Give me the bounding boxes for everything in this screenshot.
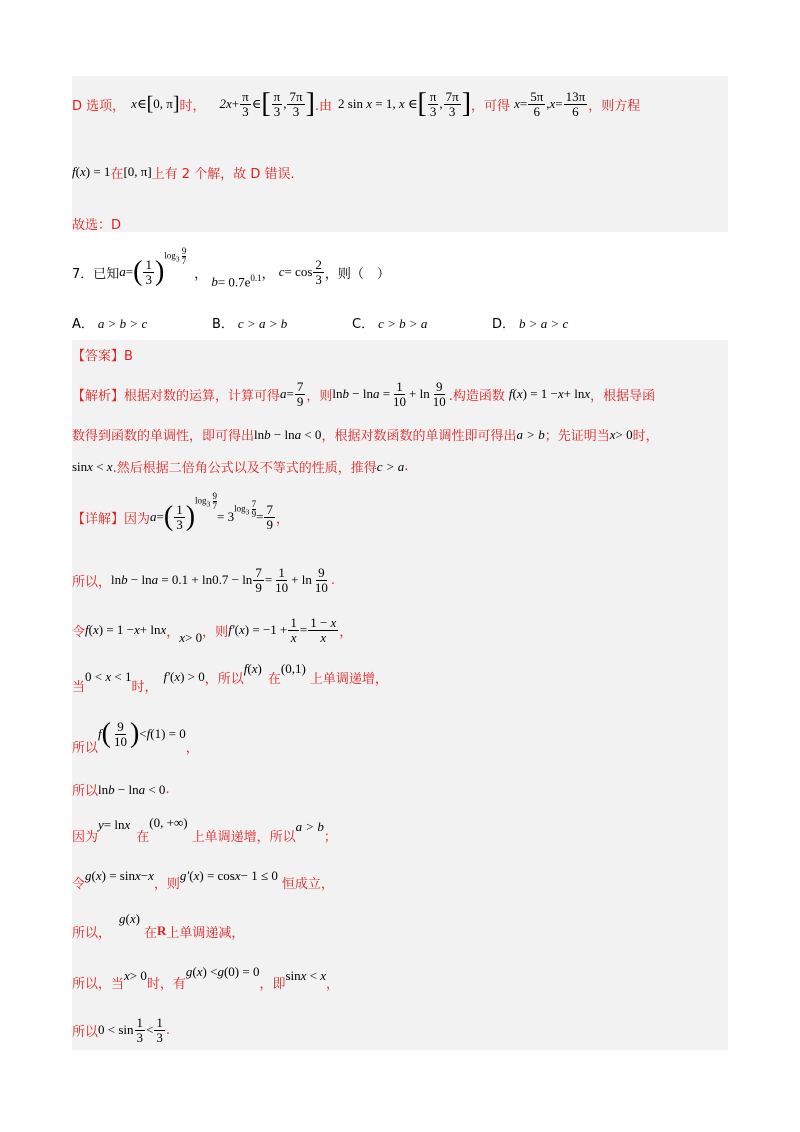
solution-panel-main [72, 340, 728, 1050]
a-def-math: a [119, 264, 126, 279]
d-sol2-math: x [549, 96, 556, 111]
d-interval-math: x [131, 96, 137, 111]
d-on: 在 [110, 166, 124, 182]
d-int2-math: [0, π] [123, 164, 152, 179]
option-c[interactable]: C． c > b > a [352, 316, 428, 332]
comma1: ， [194, 266, 208, 282]
d-when: 时， [179, 98, 206, 114]
c-def-math: c [278, 264, 285, 279]
question-7: 7．已知 a = ( $\frac{1}{3}$ ) $\log_3$ $\frac{9}{7}$ ， b = $0.7e^{0.1}$ ， c = cos $\frac{2}{3}$ ，则（ ） [72, 245, 390, 290]
d-option-line: D 选项， x ∈ [ 0, π ] 时， 2x + $\frac{\pi}{3}$ ∈ [ $\frac{\pi}{3}$ , $\frac{7\pi}{3}$ ] .由 2 sin x = 1, x ∈ [ $\frac{\pi}{3}$ , $\frac{7\pi}{3}$ ] ，可得 x = $\frac{5\pi}{6}$ , x = $\frac{13\pi}{6}$ ，则方程 [72, 88, 641, 119]
answer-line: 【答案】B [72, 349, 133, 364]
option-a-text: a > b > c [97, 316, 148, 331]
so6-line: 所以 0 < sin $\frac{1}{3}$ < $\frac{1}{3}$ . [72, 1014, 171, 1045]
so1-line: 所以， lnb − lna = 0.1 + ln0.7 − ln $\frac{7}{9}$ = $\frac{1}{10}$ + ln $\frac{9}{10}$ . [72, 564, 335, 595]
so5-line: 所以，当 x > 0 时，有 g ( x ) < g (0) = 0 ，即 sinx < x ， [72, 964, 340, 992]
analysis-line-3: sinx < x .然后根据二倍角公式以及不等式的性质，推得 c > a . [72, 458, 409, 476]
answer-choice: 故选：D [72, 218, 122, 233]
when-line: 当 0 < x < 1 时， f′ ( x ) > 0 ，所以 f ( x ) 在 (0,1) 上单调递增， [72, 661, 388, 695]
let1-line: 令 f ( x ) = 1 − x + ln x ， x > 0 ，则 f′ ( x ) = −1 + $\frac{1}{x}$ = $\frac{1 - x}{x}$ ， [72, 614, 353, 645]
d-sol1-math: x [514, 96, 520, 111]
question-tail: ，则（ ） [324, 266, 390, 282]
option-b[interactable]: B． c > a > b [212, 316, 288, 332]
d-conclusion-line: f ( x ) = 1 在 [0, π] 上有 2 个解，故 D 错误. [72, 164, 295, 182]
d-arg-math: 2x [219, 96, 232, 111]
analysis-line-1: 【解析】根据对数的运算，计算可得 a = $\frac{7}{9}$ ，则 lnb − lna = $\frac{1}{10}$ + ln $\frac{9}{10}$ .构造函数 f ( x ) = 1 − x + ln x ，根据导函 [72, 378, 656, 409]
option-b-text: c > a > b [237, 316, 288, 331]
d-option-prefix: D 选项， [72, 98, 126, 114]
option-a[interactable]: A． a > b > c [72, 316, 148, 332]
d-get: ，可得 [471, 98, 511, 114]
comma2: ， [261, 266, 275, 282]
question-number: 7．已知 [72, 266, 120, 282]
because-line: 因为 y = ln x 在 (0, +∞) 上单调递增，所以 a > b ； [72, 815, 337, 845]
so2-line: 所以 f ( $\frac{9}{10}$ ) < f (1) = 0 ， [72, 718, 199, 756]
d-then: ，则方程 [588, 98, 641, 114]
d-eq-math: 2 sin x = 1, x ∈ [338, 96, 418, 111]
option-c-text: c > b > a [378, 316, 428, 331]
option-d-text: b > a > c [519, 316, 569, 331]
option-d[interactable]: D． b > a > c [492, 316, 569, 332]
d-f-math: f [72, 164, 76, 179]
d-conclusion: 上有 2 个解，故 D 错误. [151, 166, 295, 182]
b-def-math: b [211, 274, 218, 289]
analysis-diff-math: lnb − lna = [332, 386, 391, 401]
detail-line: 【详解】因为 a = ( $\frac{1}{3}$ ) $\log_3$ $\frac{9}{7}$ = 3 $\log_3$ $\frac{7}{9}$ = $\frac{7}{9}$ ， [72, 490, 289, 532]
so3-line: 所以 lnb − lna < 0 . [72, 781, 170, 799]
let2-line: 令 g ( x ) = sin x − x ，则 g′ ( x ) = cos x − 1 ≤ 0 恒成立， [72, 868, 334, 892]
so4-line: 所以， g ( x ) 在 R 上单调递减， [72, 911, 245, 941]
analysis-line-2: 数得到函数的单调性，即可得出 lnb − lna < 0 ，根据对数函数的单调性即可得出 a > b ；先证明当 x > 0 时， [72, 426, 659, 444]
d-by: .由 [314, 98, 333, 114]
